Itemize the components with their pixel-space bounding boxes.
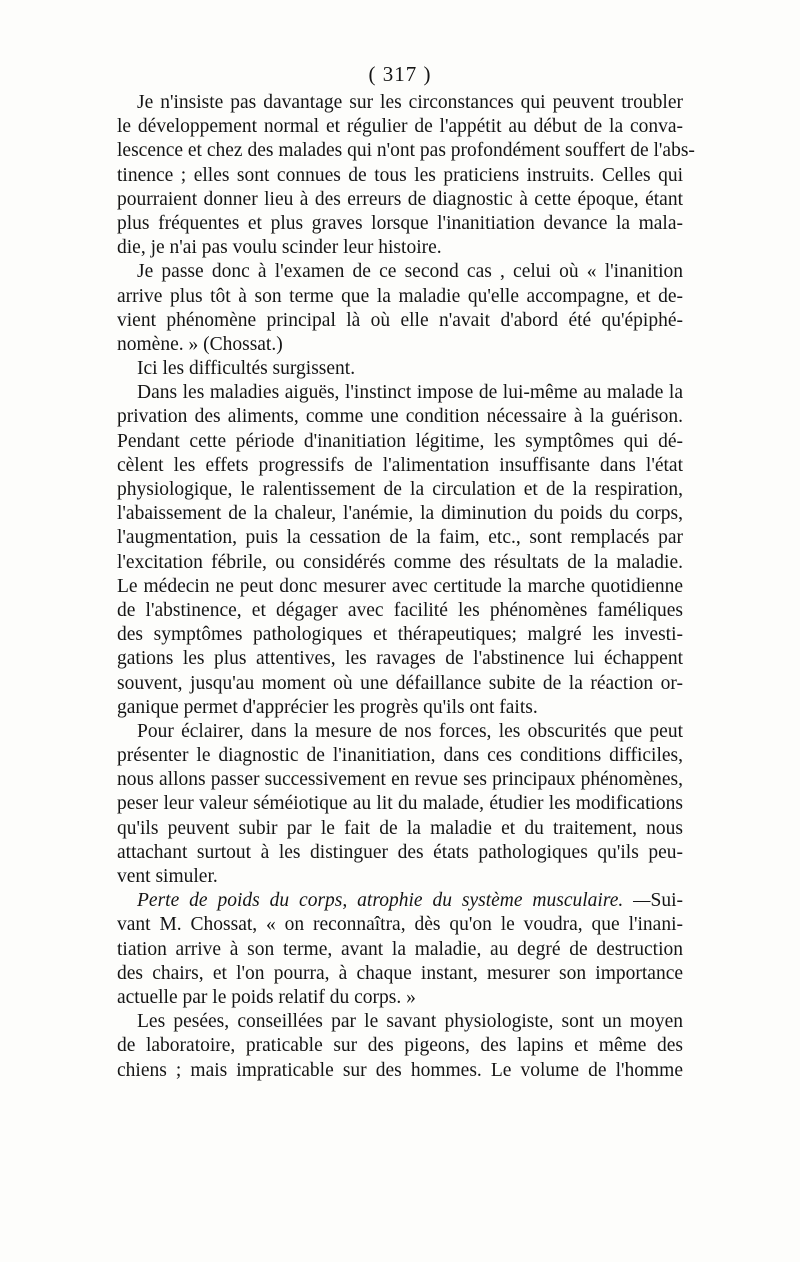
text-line: Je n'insiste pas davantage sur les circonstances qui peuvent troubler (137, 92, 683, 113)
section-heading-line (117, 889, 683, 913)
text-line: Ici les difficultés surgissent. (137, 358, 356, 380)
text-line: peser leur valeur séméiotique au lit du malade, étudier les modifications (117, 793, 683, 815)
page-number: ( 317 ) (368, 62, 432, 86)
text-line: vent simuler. (117, 866, 218, 887)
text-line: gations les plus attentives, les ravages de l'abstinence lui échappent (117, 648, 683, 670)
text-line: qu'ils peuvent subir par le fait de la maladie et du traitement, nous (117, 817, 683, 839)
text-line: présenter le diagnostic de l'inanitiation, dans ces conditions difficiles, (117, 745, 683, 767)
text-line: des symptômes pathologiques et thérapeutiques; malgré les investi- (117, 624, 683, 646)
text-line: plus fréquentes et plus graves lorsque l'inanitiation devance la mala- (117, 212, 683, 234)
text-line: cèlent les effets progressifs de l'alimentation insuffisante dans l'état (117, 454, 683, 476)
text-line: privation des aliments, comme une condition nécessaire à la guérison. (117, 406, 683, 428)
text-line: Pour éclairer, dans la mesure de nos forces, les obscurités que peut (137, 720, 683, 742)
text-line: tiation arrive à son terme, avant la maladie, au degré de destruction (117, 938, 683, 960)
section-heading: Perte de poids du corps, atrophie du système musculaire. — (137, 890, 651, 912)
text-line: le développement normal et régulier de l'appétit au début de la conva- (117, 116, 683, 138)
text-line: chiens ; mais impraticable sur des hommes. Le volume de l'homme (117, 1059, 683, 1081)
text-line: lescence et chez des malades qui n'ont pas profondément souffert de l'abs- (117, 140, 695, 162)
text-line: des chairs, et l'on pourra, à chaque instant, mesurer son importance (117, 962, 683, 984)
text-column (117, 91, 695, 1083)
text-line: nomène. » (Chossat.) (117, 333, 283, 355)
text-line: arrive plus tôt à son terme que la maladie qu'elle accompagne, et de- (117, 285, 683, 307)
text-fragment: Sui- (650, 890, 683, 912)
text-line: attachant surtout à les distinguer des états pathologiques qu'ils peu- (117, 841, 683, 863)
text-line: l'abaissement de la chaleur, l'anémie, la diminution du poids du corps, (117, 503, 683, 525)
text-line: de laboratoire, praticable sur des pigeons, des lapins et même des (117, 1035, 683, 1057)
text-line: Dans les maladies aiguës, l'instinct impose de lui-même au malade la (137, 382, 683, 404)
text-line: physiologique, le ralentissement de la circulation et de la respiration, (117, 479, 683, 500)
text-line: l'excitation fébrile, ou considérés comme des résultats de la maladie. (117, 551, 683, 573)
text-line: l'augmentation, puis la cessation de la faim, etc., sont remplacés par (117, 527, 683, 549)
text-line: de l'abstinence, et dégager avec facilité les phénomènes faméliques (117, 599, 683, 621)
text-line: vant M. Chossat, « on reconnaîtra, dès qu'on le voudra, que l'inani- (117, 914, 683, 936)
text-line: pourraient donner lieu à des erreurs de diagnostic à cette époque, étant (117, 188, 683, 210)
text-line: Je passe donc à l'examen de ce second cas , celui où « l'inanition (137, 261, 683, 283)
text-line: tinence ; elles sont connues de tous les praticiens instruits. Celles qui (117, 164, 683, 186)
text-line: Pendant cette période d'inanitiation légitime, les symptômes qui dé- (117, 430, 683, 452)
text-line: souvent, jusqu'au moment où une défaillance subite de la réaction or- (117, 672, 683, 694)
text-line: Les pesées, conseillées par le savant physiologiste, sont un moyen (137, 1011, 683, 1033)
text-line: Le médecin ne peut donc mesurer avec certitude la marche quotidienne (117, 575, 683, 597)
text-line: nous allons passer successivement en revue ses principaux phénomènes, (117, 769, 683, 791)
text-line: actuelle par le poids relatif du corps. » (117, 986, 416, 1008)
text-line: die, je n'ai pas voulu scinder leur histoire. (117, 237, 442, 259)
text-line: ganique permet d'apprécier les progrès qu'ils ont faits. (117, 696, 538, 718)
text-line: vient phénomène principal là où elle n'avait d'abord été qu'épiphé- (117, 309, 683, 331)
